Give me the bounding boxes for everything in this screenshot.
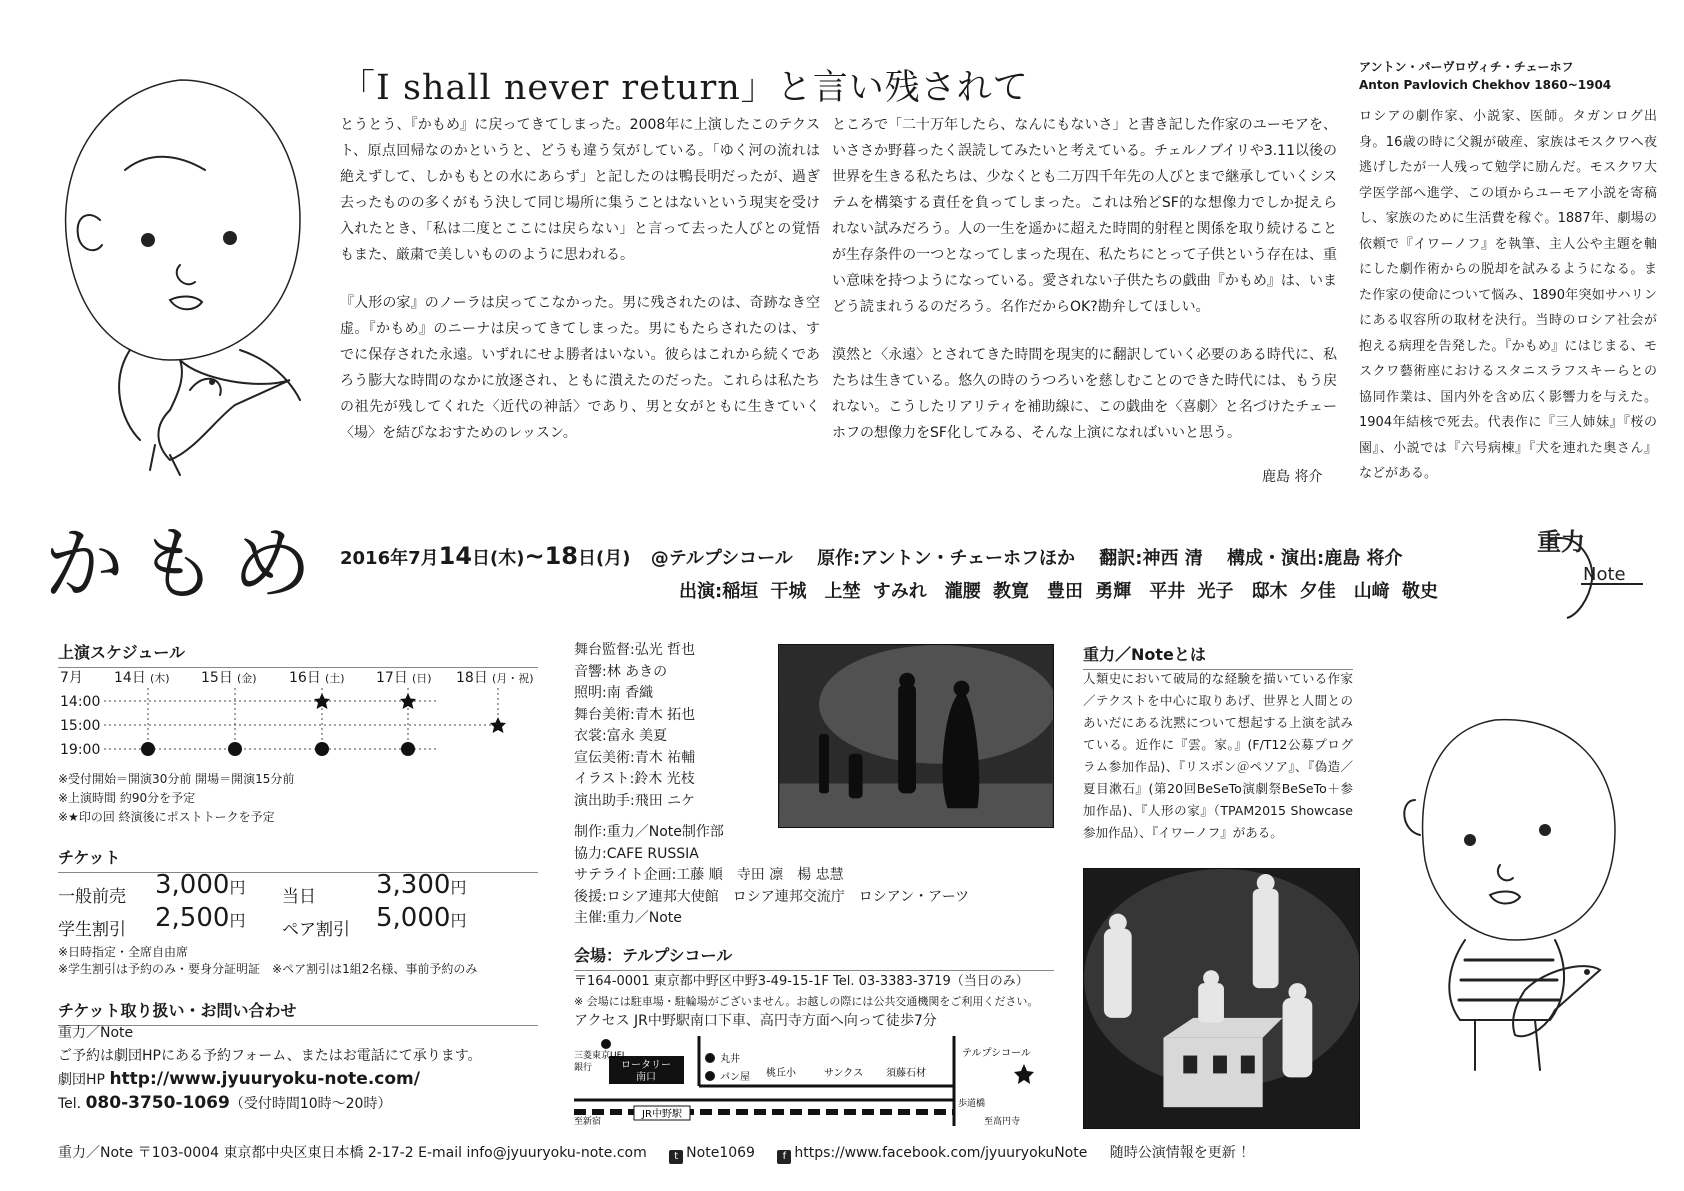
door-ticket-price: 3,300円: [376, 870, 467, 900]
essay-paragraph: 漠然と〈永遠〉とされてきた時間を現実的に翻訳していく必要のある時代に、私たちは生きている。悠久の時のうつろいを慈しむことのできた時代には、もう戻れない。こうしたリアリティを補助線に、この戯曲を〈喜劇〉と名づけたチェーホフの想像力をSF化してみる、そんな上演になればいいと思う。: [832, 347, 1337, 441]
venue-address: 〒164-0001 東京都中野区中野3-49-15-1F Tel. 03-3383-3719（当日のみ）: [574, 974, 1029, 989]
schedule-weekday: (日): [412, 672, 432, 685]
footer-org: 重力／Note: [58, 1145, 134, 1161]
schedule-note: ※上演時間 約90分を予定: [58, 791, 196, 805]
schedule-weekday: (木): [150, 672, 170, 685]
end-weekday: (月): [596, 548, 631, 569]
website-link[interactable]: http://www.jyuuryoku-note.com/: [109, 1069, 420, 1089]
performance-dot: [141, 742, 155, 756]
tel-label: Tel.: [58, 1096, 82, 1112]
staff-item: 衣裳:富永 美夏: [574, 728, 668, 744]
schedule-note: ※★印の回 終演後にポストトークを予定: [58, 810, 275, 824]
year: 2016年: [340, 548, 409, 569]
access-map: [574, 1036, 1058, 1126]
essay-title: 「I shall never return」と言い残されて: [340, 68, 1029, 108]
logo-kanji: 重力: [1537, 528, 1585, 556]
ticket-heading: チケット: [58, 845, 538, 873]
map-to-shinjuku: 至新宿: [574, 1117, 602, 1126]
staff-item: 演出助手:飛田 ニケ: [574, 792, 696, 809]
credit-item: 主催:重力／Note: [574, 910, 682, 926]
footer-address: 〒103-0004 東京都中央区東日本橋 2-17-2: [137, 1145, 414, 1161]
staff-item: 舞台美術:青木 拓也: [574, 706, 696, 723]
schedule-time: 15:00: [60, 718, 101, 734]
facebook-link[interactable]: https://www.facebook.com/jyuuryokuNote: [794, 1145, 1088, 1161]
child-with-bird-illustration: [30, 60, 330, 480]
phone-number[interactable]: 080-3750-1069: [85, 1093, 230, 1113]
range-tilde: ~: [524, 542, 545, 570]
essay-column-2: [832, 112, 1337, 468]
student-ticket-label: 学生割引: [58, 920, 126, 940]
contact-info: [58, 1022, 482, 1116]
door-ticket-label: 当日: [282, 887, 316, 907]
staff-item: イラスト:鈴木 光枝: [574, 771, 695, 787]
contact-org: 重力／Note: [58, 1025, 134, 1041]
schedule-time: 19:00: [60, 742, 101, 758]
map-sudo: 須藤石材: [886, 1068, 926, 1079]
production-credits: [574, 822, 969, 930]
original-author: 原作:アントン・チェーホフほか: [817, 548, 1075, 569]
venue-name: @テルプシコール: [650, 548, 793, 569]
schedule-table: [58, 666, 538, 766]
map-panya: パン屋: [720, 1072, 750, 1083]
venue-parking-note: ※ 会場には駐車場・駐輪場がございません。お越しの際には公共交通機関をご利用ください。: [574, 995, 1039, 1008]
schedule-day: 15日: [201, 670, 233, 686]
staff-item: 音響:林 あきの: [574, 663, 668, 680]
credit-item: 後援:ロシア連邦大使館 ロシア連邦交流庁 ロシアン・アーツ: [574, 888, 970, 905]
map-to-koenji: 至高円寺: [984, 1117, 1021, 1126]
credit-item: サテライト企画:工藤 順 寺田 凛 楊 忠慧: [574, 867, 844, 883]
update-note: 随時公演情報を更新 ！: [1109, 1145, 1255, 1161]
post-talk-star: [314, 693, 330, 709]
map-terpsichore: テルプシコール: [962, 1048, 1031, 1059]
day-unit: 日: [578, 548, 597, 569]
schedule-heading: 上演スケジュール: [58, 640, 538, 668]
map-bank-2: 銀行: [574, 1063, 593, 1073]
stage-photo-2: [1083, 868, 1360, 1129]
schedule-notes: [58, 770, 294, 827]
cast-list: 出演:稲垣 干城 上埜 すみれ 瀧腰 教寛 豊田 勇輝 平井 光子 邸木 夕佳 山﨑 敬史: [679, 581, 1439, 602]
child-with-bird-illustration-right: [1375, 690, 1675, 1110]
bio-name-english: Anton Pavlovich Chekhov 1860~1904: [1359, 78, 1612, 92]
end-day: 18: [544, 542, 579, 570]
schedule-month: 7月: [60, 670, 83, 686]
map-bank: 三菱東京UFJ: [574, 1051, 625, 1061]
day-unit: 日: [472, 548, 491, 569]
map-rotary: ロータリー: [621, 1060, 671, 1071]
schedule-weekday: (月・祝): [492, 672, 534, 685]
director: 構成・演出:鹿島 将介: [1227, 548, 1403, 569]
map-pedestrian-bridge: 歩道橋: [958, 1099, 986, 1109]
staff-item: 舞台監督:弘光 哲也: [574, 642, 696, 658]
start-weekday: (木): [490, 548, 525, 569]
staff-item: 宣伝美術:青木 祐輔: [574, 749, 696, 766]
map-momogaoka: 桃丘小: [766, 1068, 796, 1079]
footer-email[interactable]: E-mail info@jyuuryoku-note.com: [418, 1145, 647, 1161]
stage-photo-1: [778, 644, 1054, 828]
schedule-time: 14:00: [60, 694, 101, 710]
essay-paragraph: ところで「二十万年したら、なんにもないさ」と書き記した作家のユーモアを、いささか野暮ったく誤読してみたいと考えている。チェルノブイリや3.11以後の世界を生きる私たちは、少なくとも二万四千年先の人びとまで継承していくシステムを構築する責任を負ってしまった。これは殆どSF的な想像力でしか捉えられない試みだろう。人の一生を遥かに超えた時間的射程と関係を取り続けることが生存条件の一つとなってしまった現在、私たちにとって子供という存在は、重い意味を持つようになっている。愛されない子供たちの戯曲『かもめ』は、いまどう読まれうるのだろう。名作だからOK?勘弁してほしい。: [832, 117, 1337, 315]
general-ticket-price: 3,000円: [155, 870, 246, 900]
pair-ticket-label: ペア割引: [282, 920, 350, 940]
phone-hours: （受付時間10時～20時）: [229, 1096, 392, 1112]
staff-list: [574, 640, 695, 812]
schedule-day: 18日: [456, 670, 488, 686]
reservation-info: ご予約は劇団HPにある予約フォーム、またはお電話にて承ります。: [58, 1048, 482, 1064]
map-sunkus: サンクス: [824, 1068, 864, 1079]
venue-heading: 会場：テルプシコール: [574, 943, 1054, 971]
venue-access: アクセス JR中野駅南口下車、高円寺方面へ向って徒歩7分: [574, 1013, 937, 1029]
performance-dot: [228, 742, 242, 756]
credit-item: 制作:重力／Note制作部: [574, 824, 724, 840]
footer: [58, 1142, 1254, 1164]
bio-name-japanese: アントン・パーヴロヴィチ・チェーホフ: [1359, 60, 1574, 74]
post-talk-star: [400, 693, 416, 709]
student-ticket-price: 2,500円: [155, 903, 246, 933]
performance-dot: [401, 742, 415, 756]
staff-item: 照明:南 香織: [574, 685, 654, 701]
translator: 翻訳:神西 清: [1099, 548, 1203, 569]
map-station: JR中野駅: [642, 1109, 682, 1120]
credit-item: 協力:CAFE RUSSIA: [574, 845, 699, 862]
contact-heading: チケット取り扱い・お問い合わせ: [58, 998, 538, 1026]
post-talk-star: [490, 717, 506, 733]
schedule-day: 14日: [114, 670, 146, 686]
play-title: かもめ: [44, 518, 326, 611]
performance-dot: [315, 742, 329, 756]
twitter-icon: t: [669, 1150, 683, 1164]
venue-star-icon: [1014, 1064, 1034, 1084]
essay-paragraph: とうとう、『かもめ』に戻ってきてしまった。2008年に上演したこのテクスト、原点回帰なのかというと、どうも違う気がしている。「ゆく河の流れは絶えずして、しかももとの水にあらず」と記したのは鴨長明だったが、過ぎ去ったものの多くがもう決して同じ場所に集うことはないという現実を受け入れたとき、「私は二度とここには戻らない」と言って去った人びとの覚悟もまた、厳粛で美しいもののように思われる。: [340, 117, 820, 263]
month: 7月: [408, 548, 439, 569]
logo-text: Note: [1583, 564, 1626, 585]
schedule-note: ※受付開始＝開演30分前 開場＝開演15分前: [58, 772, 295, 786]
ticket-notes: [58, 944, 477, 978]
about-heading: 重力／Noteとは: [1083, 642, 1353, 670]
about-text: 人類史において破局的な経験を描いている作家／テクストを中心に取りあげ、世界と人間とのあいだにある沈黙について想起する上演を試みている。近作に『雲。家。』(F/T12公募プログラム参加作品)、『リスボン＠ペソア』、『偽造／夏目漱石』(第20回BeSeTo演劇祭BeSeTo＋参加作品)、『人形の家』（TPAM2015 Showcase 参加作品）、『イワーノフ』がある。: [1083, 671, 1353, 840]
jyuuryoku-note-logo: [1537, 520, 1647, 620]
bio-text: ロシアの劇作家、小説家、医師。タガンログ出身。16歳の時に父親が破産、家族はモスクワへ夜逃げしたが一人残って勉学に励んだ。モスクワ大学医学部へ進学、この頃からユーモア小説を寄稿し、家族のために生活費を稼ぐ。1887年、劇場の依頼で『イワーノフ』を執筆、主人公や主題を軸にした劇作術からの脱却を試みるようになる。また作家の使命について悩み、1890年突如サハリンにある収容所の取材を決行。当時のロシア社会が抱える病理を告発した。『かもめ』にはじまる、モスクワ藝術座におけるスタニスラフスキーらとの協同作業は、国内外を含め広く影響力を与えた。1904年結核で死去。代表作に『三人姉妹』『桜の園』、小説では『六号病棟』『犬を連れた奥さん』などがある。: [1359, 109, 1657, 481]
ticket-note: ※学生割引は予約のみ・要身分証明証 ※ペア割引は1組2名様、事前予約のみ: [58, 962, 478, 976]
start-day: 14: [438, 542, 473, 570]
map-marui: 丸井: [720, 1054, 740, 1065]
facebook-icon: f: [777, 1150, 791, 1164]
pair-ticket-price: 5,000円: [376, 903, 467, 933]
ticket-note: ※日時指定・全席自由席: [58, 945, 189, 959]
schedule-day: 17日: [376, 670, 408, 686]
schedule-day: 16日: [289, 670, 321, 686]
essay-author: 鹿島 将介: [1262, 469, 1323, 485]
essay-column-1: [340, 112, 820, 468]
schedule-weekday: (金): [237, 672, 257, 685]
hp-label: 劇団HP: [58, 1072, 105, 1088]
general-ticket-label: 一般前売: [58, 887, 126, 907]
map-rotary-south: 南口: [636, 1072, 656, 1083]
performance-info: [340, 542, 1403, 570]
essay-paragraph: 『人形の家』のノーラは戻ってこなかった。男に残されたのは、奇跡なき空虚。『かもめ』のニーナは戻ってきてしまった。男にもたらされたのは、すでに保存された永遠。いずれにせよ勝者はいない。彼らはこれから続くであろう膨大な時間のなかに放逐され、ともに潰えたのだった。これらは私たちの祖先が残してくれた〈近代の神話〉であり、男と女がともに生きていく〈場〉を結びなおすためのレッスン。: [340, 295, 820, 441]
schedule-weekday: (土): [325, 672, 345, 685]
twitter-handle[interactable]: Note1069: [686, 1145, 755, 1161]
